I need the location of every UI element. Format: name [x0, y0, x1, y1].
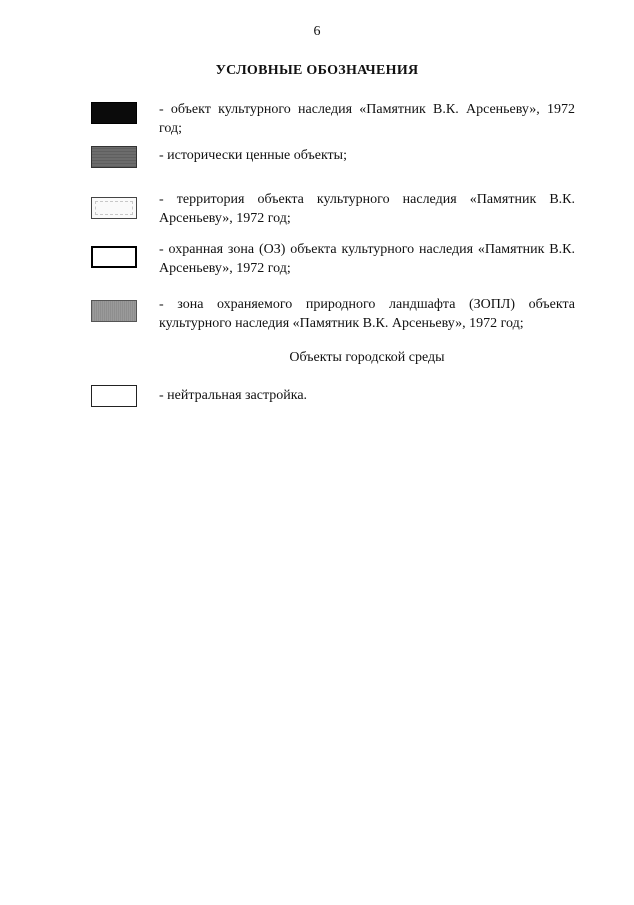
legend-text: - зона охраняемого природного ландшафта (ЗОПЛ) объекта культурного наследия «Памятник В.К. Арсеньеву», 1972 год; — [159, 297, 575, 331]
dark-gray-swatch-icon — [91, 146, 137, 168]
black-swatch-icon — [91, 102, 137, 124]
urban-environment-heading: Объекты городской среды — [289, 350, 445, 365]
page-number: 6 — [313, 24, 321, 39]
legend-title: УСЛОВНЫЕ ОБОЗНАЧЕНИЯ — [215, 63, 419, 78]
legend-text: - нейтральная застройка. — [159, 388, 308, 403]
outline-swatch-icon — [91, 246, 137, 268]
legend-text: - исторически ценные объекты; — [159, 148, 347, 163]
legend-text: - территория объекта культурного наследия «Памятник В.К. Арсеньеву», 1972 год; — [159, 192, 575, 226]
gray-swatch-icon — [91, 300, 137, 322]
light-dotted-swatch-icon — [91, 197, 137, 219]
legend-text: - объект культурного наследия «Памятник В.К. Арсеньеву», 1972 год; — [159, 102, 575, 136]
legend-text: - охранная зона (ОЗ) объекта культурного наследия «Памятник В.К. Арсеньеву», 1972 год; — [159, 242, 575, 276]
thin-outline-swatch-icon — [91, 385, 137, 407]
